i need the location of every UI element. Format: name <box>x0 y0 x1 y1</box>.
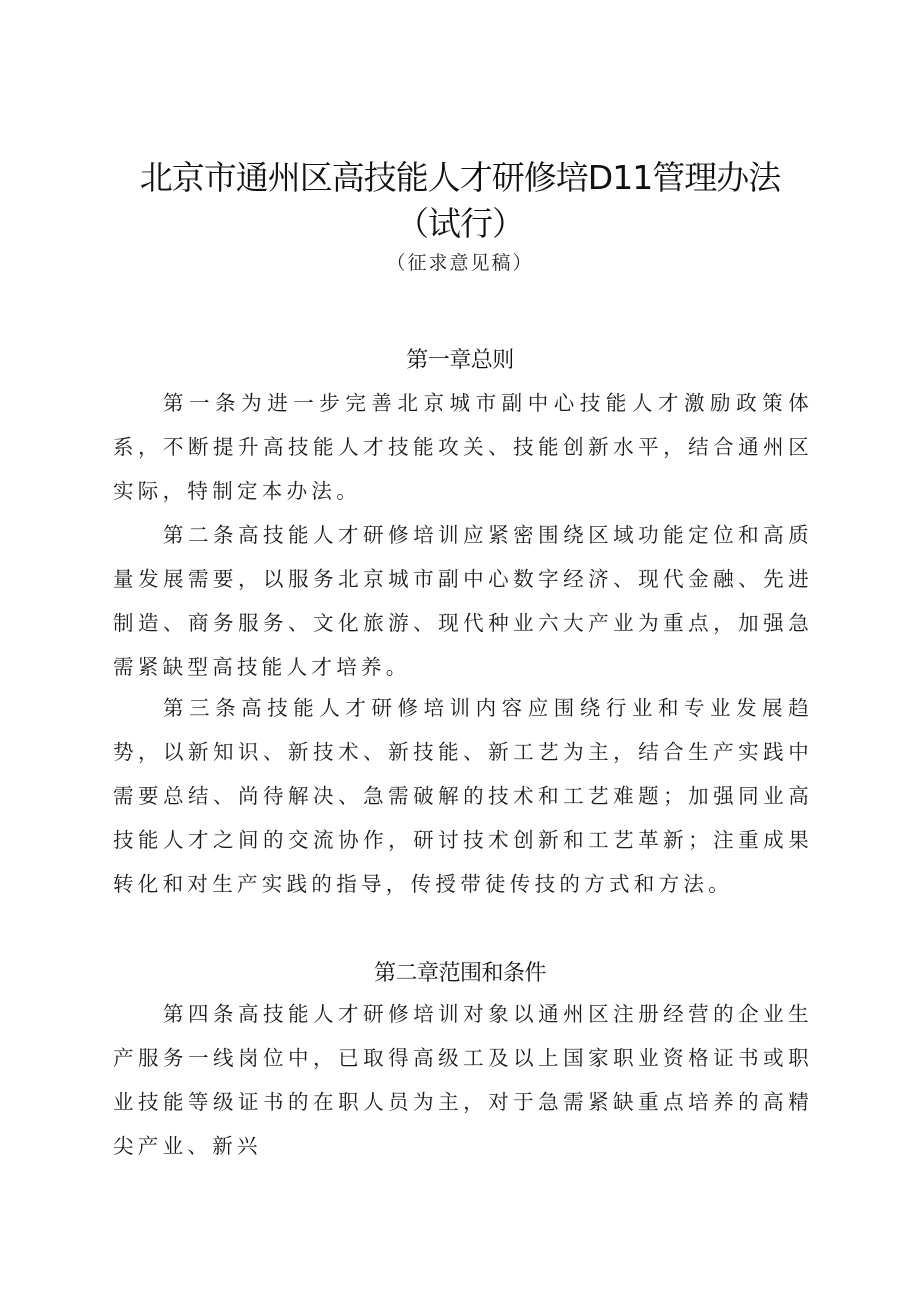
article-4: 第四条高技能人才研修培训对象以通州区注册经营的企业生产服务一线岗位中，已取得高级工及以上国家职业资格证书或职业技能等级证书的在职人员为主，对于急需紧缺重点培养的高精尖产业、新兴 <box>113 1002 813 1158</box>
document-title-trial: （试行） <box>396 204 524 243</box>
document-title: 北京市通州区高技能人才研修培D11管理办法 <box>139 158 781 197</box>
article-2: 第二条高技能人才研修培训应紧密围绕区域功能定位和高质量发展需要，以服务北京城市副中心数字经济、现代金融、先进制造、商务服务、文化旅游、现代种业六大产业为重点，加强急需紧缺型高技能人才培养。 <box>113 523 813 679</box>
chapter-1-heading: 第一章总则 <box>406 348 514 373</box>
draft-label: （征求意见稿） <box>386 252 534 274</box>
article-1: 第一条为进一步完善北京城市副中心技能人才激励政策体系，不断提升高技能人才技能攻关、技能创新水平，结合通州区实际，特制定本办法。 <box>113 391 813 503</box>
chapter-2-heading: 第二章范围和条件 <box>373 961 546 986</box>
article-3: 第三条高技能人才研修培训内容应围绕行业和专业发展趋势，以新知识、新技术、新技能、新工艺为主，结合生产实践中需要总结、尚待解决、急需破解的技术和工艺难题；加强同业高技能人才之间的交流协作，研讨技术创新和工艺革新；注重成果转化和对生产实践的指导，传授带徒传技的方式和方法。 <box>113 696 813 896</box>
